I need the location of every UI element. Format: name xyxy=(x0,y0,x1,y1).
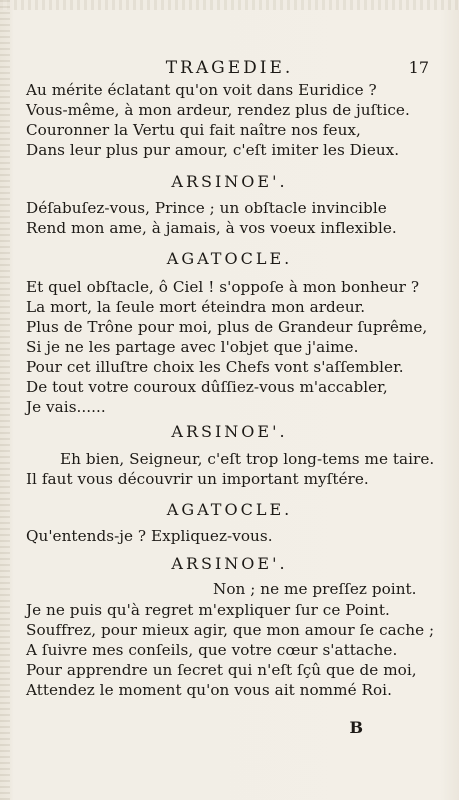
verse-line: Pour cet illuſtre choix les Chefs vont s'aſſembler. xyxy=(26,358,404,376)
page-number: 17 xyxy=(408,58,429,77)
verse-line: Au mérite éclatant qu'on voit dans Euridice ? xyxy=(26,81,377,99)
verse-line: Attendez le moment qu'on vous ait nommé Roi. xyxy=(26,681,392,699)
verse-line: De tout votre couroux dûſſiez-vous m'accabler, xyxy=(26,378,388,396)
verse-line: Je ne puis qu'à regret m'expliquer ſur ce Point. xyxy=(26,601,390,619)
speaker-name: ARSINOE'. xyxy=(171,422,288,441)
verse-line: Déſabuſez-vous, Prince ; un obſtacle invincible xyxy=(26,199,387,217)
verse-line: Je vais...... xyxy=(26,398,106,416)
running-head-title: TRAGEDIE. xyxy=(165,58,294,78)
verse-line: Eh bien, Seigneur, c'eſt trop long-tems me taire. xyxy=(60,450,435,468)
verse-line: Dans leur plus pur amour, c'eſt imiter les Dieux. xyxy=(26,141,400,159)
signature-mark: B xyxy=(349,718,363,737)
verse-line: Non ; ne me preſſez point. xyxy=(213,580,417,598)
verse-line: Et quel obſtacle, ô Ciel ! s'oppoſe à mon bonheur ? xyxy=(26,278,420,296)
verse-line: Couronner la Vertu qui fait naître nos feux, xyxy=(26,121,361,139)
verse-line: Souffrez, pour mieux agir, que mon amour ſe cache ; xyxy=(26,621,435,639)
verse-line: La mort, la ſeule mort éteindra mon ardeur. xyxy=(26,298,366,316)
speaker-name: AGATOCLE. xyxy=(166,500,293,519)
page-top-edge xyxy=(0,0,459,10)
verse-line: Qu'entends-je ? Expliquez-vous. xyxy=(26,527,273,545)
speaker-name: ARSINOE'. xyxy=(171,554,288,573)
verse-line: A ſuivre mes conſeils, que votre cœur s'attache. xyxy=(26,641,398,659)
verse-line: Rend mon ame, à jamais, à vos voeux inflexible. xyxy=(26,219,397,237)
verse-line: Si je ne les partage avec l'objet que j'aime. xyxy=(26,338,359,356)
page-binding-edge xyxy=(0,0,10,800)
verse-line: Il faut vous découvrir un important myſtére. xyxy=(26,470,369,488)
verse-line: Pour apprendre un ſecret qui n'eſt ſçû que de moi, xyxy=(26,661,417,679)
verse-line: Plus de Trône pour moi, plus de Grandeur ſuprême, xyxy=(26,318,428,336)
running-head xyxy=(0,58,459,82)
speaker-name: AGATOCLE. xyxy=(166,249,293,268)
speaker-name: ARSINOE'. xyxy=(171,172,288,191)
verse-line: Vous-même, à mon ardeur, rendez plus de juſtice. xyxy=(26,101,410,119)
